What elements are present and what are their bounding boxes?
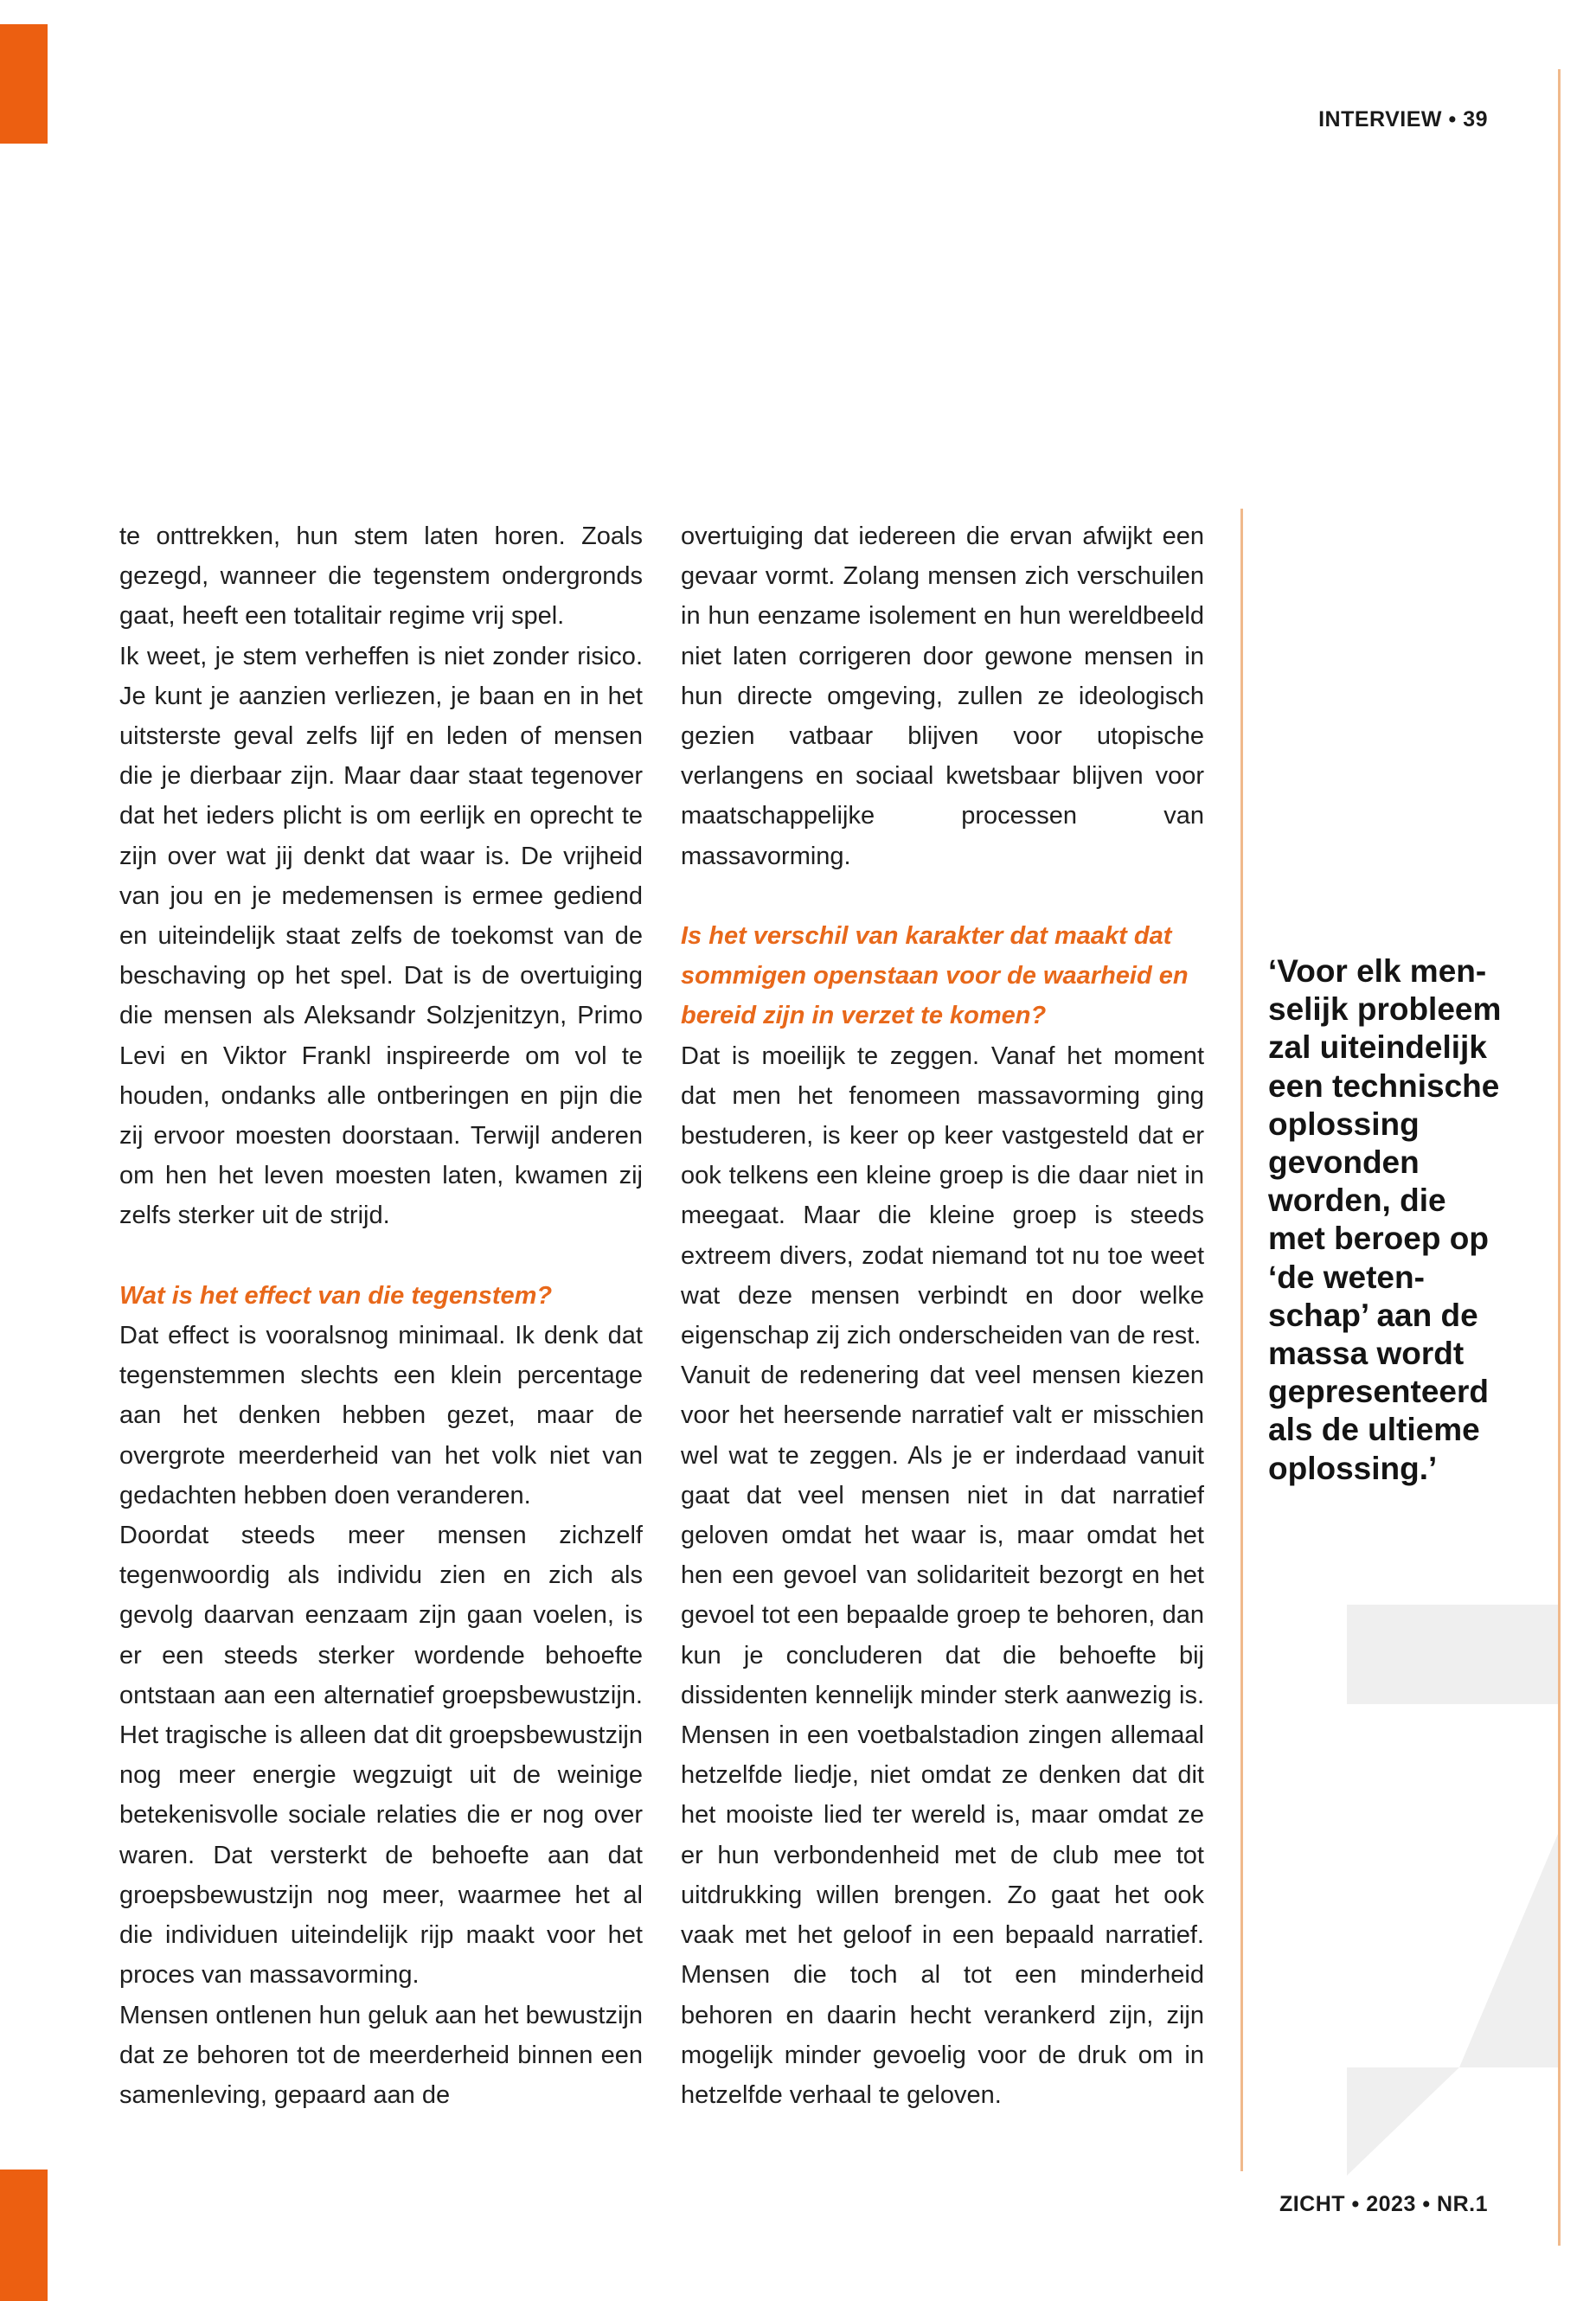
- column-divider-rule: [1240, 509, 1243, 2171]
- pull-quote-line: ‘Voor elk men-: [1268, 953, 1487, 989]
- paragraph: Ik weet, je stem verheffen is niet zonder risico. Je kunt je aanzien verliezen, je baan en in het uitsterste geval zelfs lijf en leden of mensen die je dierbaar zijn. Maar daar staat tegenover dat het ieders plicht is om eerlijk en oprecht te zijn over wat jij denkt dat waar is. De vrijheid van jou en je medemensen is ermee gediend en uiteindelijk staat zelfs de toekomst van de beschaving op het spel. Dat is de overtuiging die mensen als Aleksandr Solzjenitzyn, Primo Levi en Viktor Frankl inspireerde om vol te houden, ondanks alle ontberingen en pijn die zij ervoor moesten doorstaan. Terwijl anderen om hen het leven moesten laten, kwamen zij zelfs sterker uit de strijd.: [119, 642, 643, 1230]
- header-separator: •: [1448, 107, 1457, 131]
- decorative-z-shape: [1347, 1605, 1558, 2176]
- magazine-name: ZICHT: [1279, 2192, 1346, 2216]
- paragraph: Dat is moeilijk te zeggen. Vanaf het moment dat men het fenomeen massavorming ging bestuderen, is keer op keer vastgesteld dat er ook telkens een kleine groep is die daar niet in meegaat. Maar die kleine groep is steeds extreem divers, zodat niemand tot nu toe weet wat deze mensen verbindt en door welke eigenschap zij zich onderscheiden van de rest.: [681, 1042, 1204, 1350]
- footer-separator: •: [1422, 2192, 1431, 2216]
- footer-separator: •: [1351, 2192, 1360, 2216]
- running-header: [1254, 107, 1488, 132]
- paragraph: Doordat steeds meer mensen zichzelf tegenwoordig als individu zien en zich als gevolg daarvan eenzaam zijn gaan voelen, is er een steeds sterker wordende behoefte ontstaan aan een alternatief groepsbewustzijn. Het tragische is alleen dat dit groepsbewustzijn nog meer energie wegzuigt uit de weinige betekenisvolle sociale relaties die er nog over waren. Dat versterkt de behoefte aan dat groepsbewustzijn nog meer, waarmee het al die individuen uiteindelijk rijp maakt voor het proces van massavorming.: [119, 1522, 643, 1990]
- pull-quote-line: massa wordt: [1268, 1336, 1465, 1372]
- pull-quote-line: selijk probleem: [1268, 991, 1502, 1028]
- pull-quote-line: als de ultieme: [1268, 1412, 1480, 1448]
- pull-quote-line: gevonden: [1268, 1144, 1420, 1181]
- pull-quote-line: oplossing.’: [1268, 1450, 1438, 1486]
- pull-quote-line: gepresenteerd: [1268, 1374, 1489, 1410]
- pull-quote-line: worden, die: [1268, 1183, 1446, 1219]
- article-column-left: [119, 516, 643, 2115]
- paragraph: Vanuit de redenering dat veel mensen kiezen voor het heersende narratief valt er misschien wel wat te zeggen. Als je er inderdaad vanuit gaat dat veel mensen niet in dat narratief geloven omdat het waar is, maar omdat het hen een gevoel van solidariteit bezorgt en het gevoel tot een bepaalde groep te behoren, dan kun je concluderen dat die behoefte bij dissidenten kennelijk minder sterk aanwezig is. Mensen in een voetbalstadion zingen allemaal hetzelfde liedje, niet omdat ze denken dat dit het mooiste lied ter wereld is, maar omdat ze er hun verbondenheid met de club mee tot uitdrukking willen brengen. Zo gaat het ook vaak met het geloof in een bepaald narratief. Mensen die toch al tot een minderheid behoren en daarin hecht verankerd zijn, zijn mogelijk minder gevoelig voor de druk om in hetzelfde verhaal te geloven.: [681, 1362, 1204, 2109]
- pull-quote-line: oplossing: [1268, 1106, 1420, 1142]
- pull-quote-line: zal uiteindelijk: [1268, 1029, 1487, 1066]
- paragraph: overtuiging dat iedereen die ervan afwijkt een gevaar vormt. Zolang mensen zich verschuilen in hun eenzame isolement en hun wereldbeeld niet laten corrigeren door gewone mensen in hun directe omgeving, zullen ze ideologisch gezien vatbaar blijven voor utopische verlangens en sociaal kwetsbaar blijven voor maatschappelijke processen van massavorming.: [681, 522, 1204, 870]
- pull-quote-line: een technische: [1268, 1067, 1500, 1104]
- accent-bar-bottom: [0, 2170, 48, 2301]
- pull-quote-line: met beroep op: [1268, 1221, 1489, 1257]
- page-edge-rule: [1558, 69, 1561, 2246]
- pull-quote: [1268, 952, 1545, 1488]
- page-number: 39: [1463, 107, 1488, 131]
- interview-question: Is het verschil van karakter dat maakt dat sommigen openstaan voor de waarheid en bereid zijn in verzet te komen?: [681, 922, 1189, 1030]
- paragraph: Dat effect is vooralsnog minimaal. Ik denk dat tegenstemmen slechts een klein percentage aan het denken hebben gezet, maar de overgrote meerderheid van het volk niet van gedachten hebben doen veranderen.: [119, 1322, 643, 1509]
- decorative-z-logo: [1347, 1605, 1558, 2176]
- section-label: INTERVIEW: [1318, 107, 1443, 131]
- accent-bar-top: [0, 24, 48, 144]
- paragraph-gap: [119, 1236, 643, 1276]
- running-footer: [1254, 2192, 1488, 2217]
- paragraph: Mensen ontlenen hun geluk aan het bewustzijn dat ze behoren tot de meerderheid binnen een samenleving, gepaard aan de: [119, 2001, 643, 2109]
- interview-question: Wat is het effect van die tegenstem?: [119, 1281, 553, 1310]
- article-column-middle: [681, 516, 1204, 2115]
- paragraph-gap: [681, 876, 1204, 916]
- pull-quote-line: ‘de weten-: [1268, 1259, 1425, 1295]
- issue-number: NR.1: [1437, 2192, 1488, 2216]
- pull-quote-line: schap’ aan de: [1268, 1297, 1478, 1333]
- paragraph: te onttrekken, hun stem laten horen. Zoals gezegd, wanneer die tegenstem ondergronds gaat, heeft een totalitair regime vrij spel.: [119, 522, 643, 631]
- issue-year: 2023: [1366, 2192, 1416, 2216]
